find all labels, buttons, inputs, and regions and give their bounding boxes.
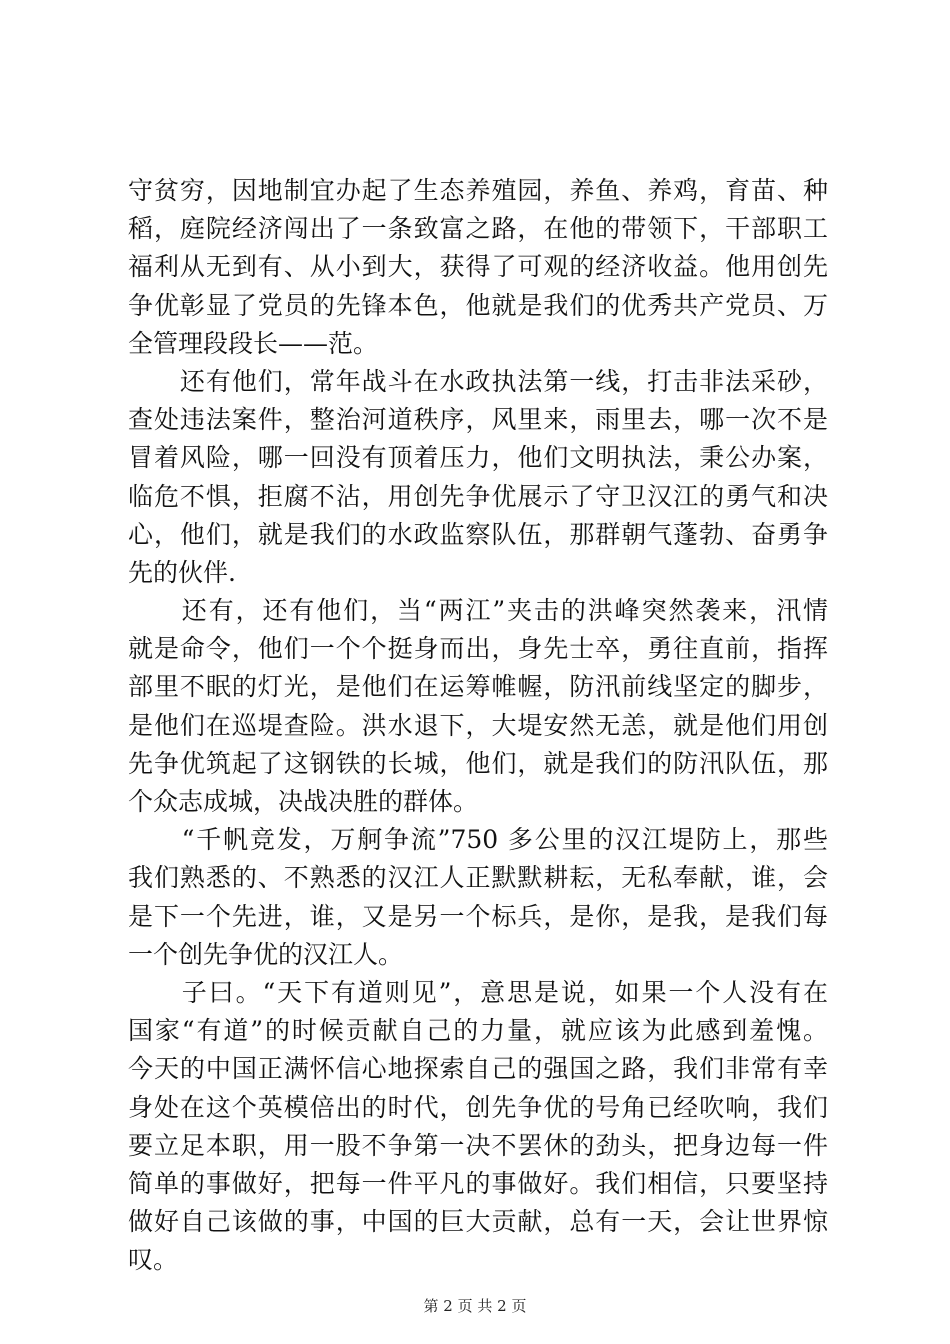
body-text — [128, 172, 828, 1279]
text-line: 国家“有道”的时候贡献自己的力量，就应该为此感到羞愧。 — [128, 1016, 828, 1046]
text-line: 争优彰显了党员的先锋本色，他就是我们的优秀共产党员、万 — [128, 290, 828, 320]
text-line: 做好自己该做的事，中国的巨大贡献，总有一天，会让世界惊 — [128, 1207, 828, 1237]
text-line: 是他们在巡堤查险。洪水退下，大堤安然无恙，就是他们用创 — [128, 710, 828, 740]
text-line: “千帆竞发，万舸争流”750 多公里的汉江堤防上，那些 — [128, 825, 828, 855]
text-line: 守贫穷，因地制宜办起了生态养殖园，养鱼、养鸡，育苗、种 — [128, 176, 828, 205]
text-line: 查处违法案件，整治河道秩序，风里来，雨里去，哪一次不是 — [128, 405, 828, 435]
text-line: 我们熟悉的、不熟悉的汉江人正默默耕耘，无私奉献，谁，会 — [128, 863, 828, 893]
text-line: 福利从无到有、从小到大，获得了可观的经济收益。他用创先 — [128, 252, 828, 282]
text-line: 子曰。“天下有道则见”，意思是说，如果一个人没有在 — [128, 977, 828, 1007]
text-line: 就是命令，他们一个个挺身而出，身先士卒，勇往直前，指挥 — [128, 634, 828, 664]
text-line: 先争优筑起了这钢铁的长城，他们，就是我们的防汛队伍，那 — [128, 748, 828, 778]
text-line: 一个创先争优的汉江人。 — [128, 939, 404, 969]
page-footer: 第 2 页 共 2 页 — [423, 1297, 527, 1315]
text-line: 全管理段段长——范。 — [128, 328, 379, 358]
text-line: 叹。 — [128, 1245, 179, 1275]
text-line: 临危不惧，拒腐不沾，用创先争优展示了守卫汉江的勇气和决 — [128, 481, 828, 511]
text-line: 身处在这个英模倍出的时代，创先争优的号角已经吹响，我们 — [128, 1092, 828, 1122]
text-line: 是下一个先进，谁，又是另一个标兵，是你，是我，是我们每 — [128, 901, 828, 931]
text-line: 个众志成城，决战决胜的群体。 — [128, 787, 479, 816]
text-line: 还有他们，常年战斗在水政执法第一线，打击非法采砂， — [128, 366, 828, 396]
text-line: 先的伙伴. — [128, 557, 236, 587]
text-line: 还有，还有他们，当“两江”夹击的洪峰突然袭来，汛情 — [128, 596, 828, 626]
text-line: 要立足本职，用一股不争第一决不罢休的劲头，把身边每一件 — [128, 1130, 828, 1160]
text-line: 今天的中国正满怀信心地探索自己的强国之路，我们非常有幸 — [128, 1054, 828, 1084]
text-line: 部里不眠的灯光，是他们在运筹帷幄，防汛前线坚定的脚步， — [128, 672, 828, 702]
text-line: 心，他们，就是我们的水政监察队伍，那群朝气蓬勃、奋勇争 — [128, 519, 828, 549]
text-line: 简单的事做好，把每一件平凡的事做好。我们相信，只要坚持 — [128, 1168, 828, 1198]
text-line: 稻，庭院经济闯出了一条致富之路，在他的带领下，干部职工 — [128, 214, 828, 244]
text-line: 冒着风险，哪一回没有顶着压力，他们文明执法，秉公办案， — [128, 443, 828, 473]
